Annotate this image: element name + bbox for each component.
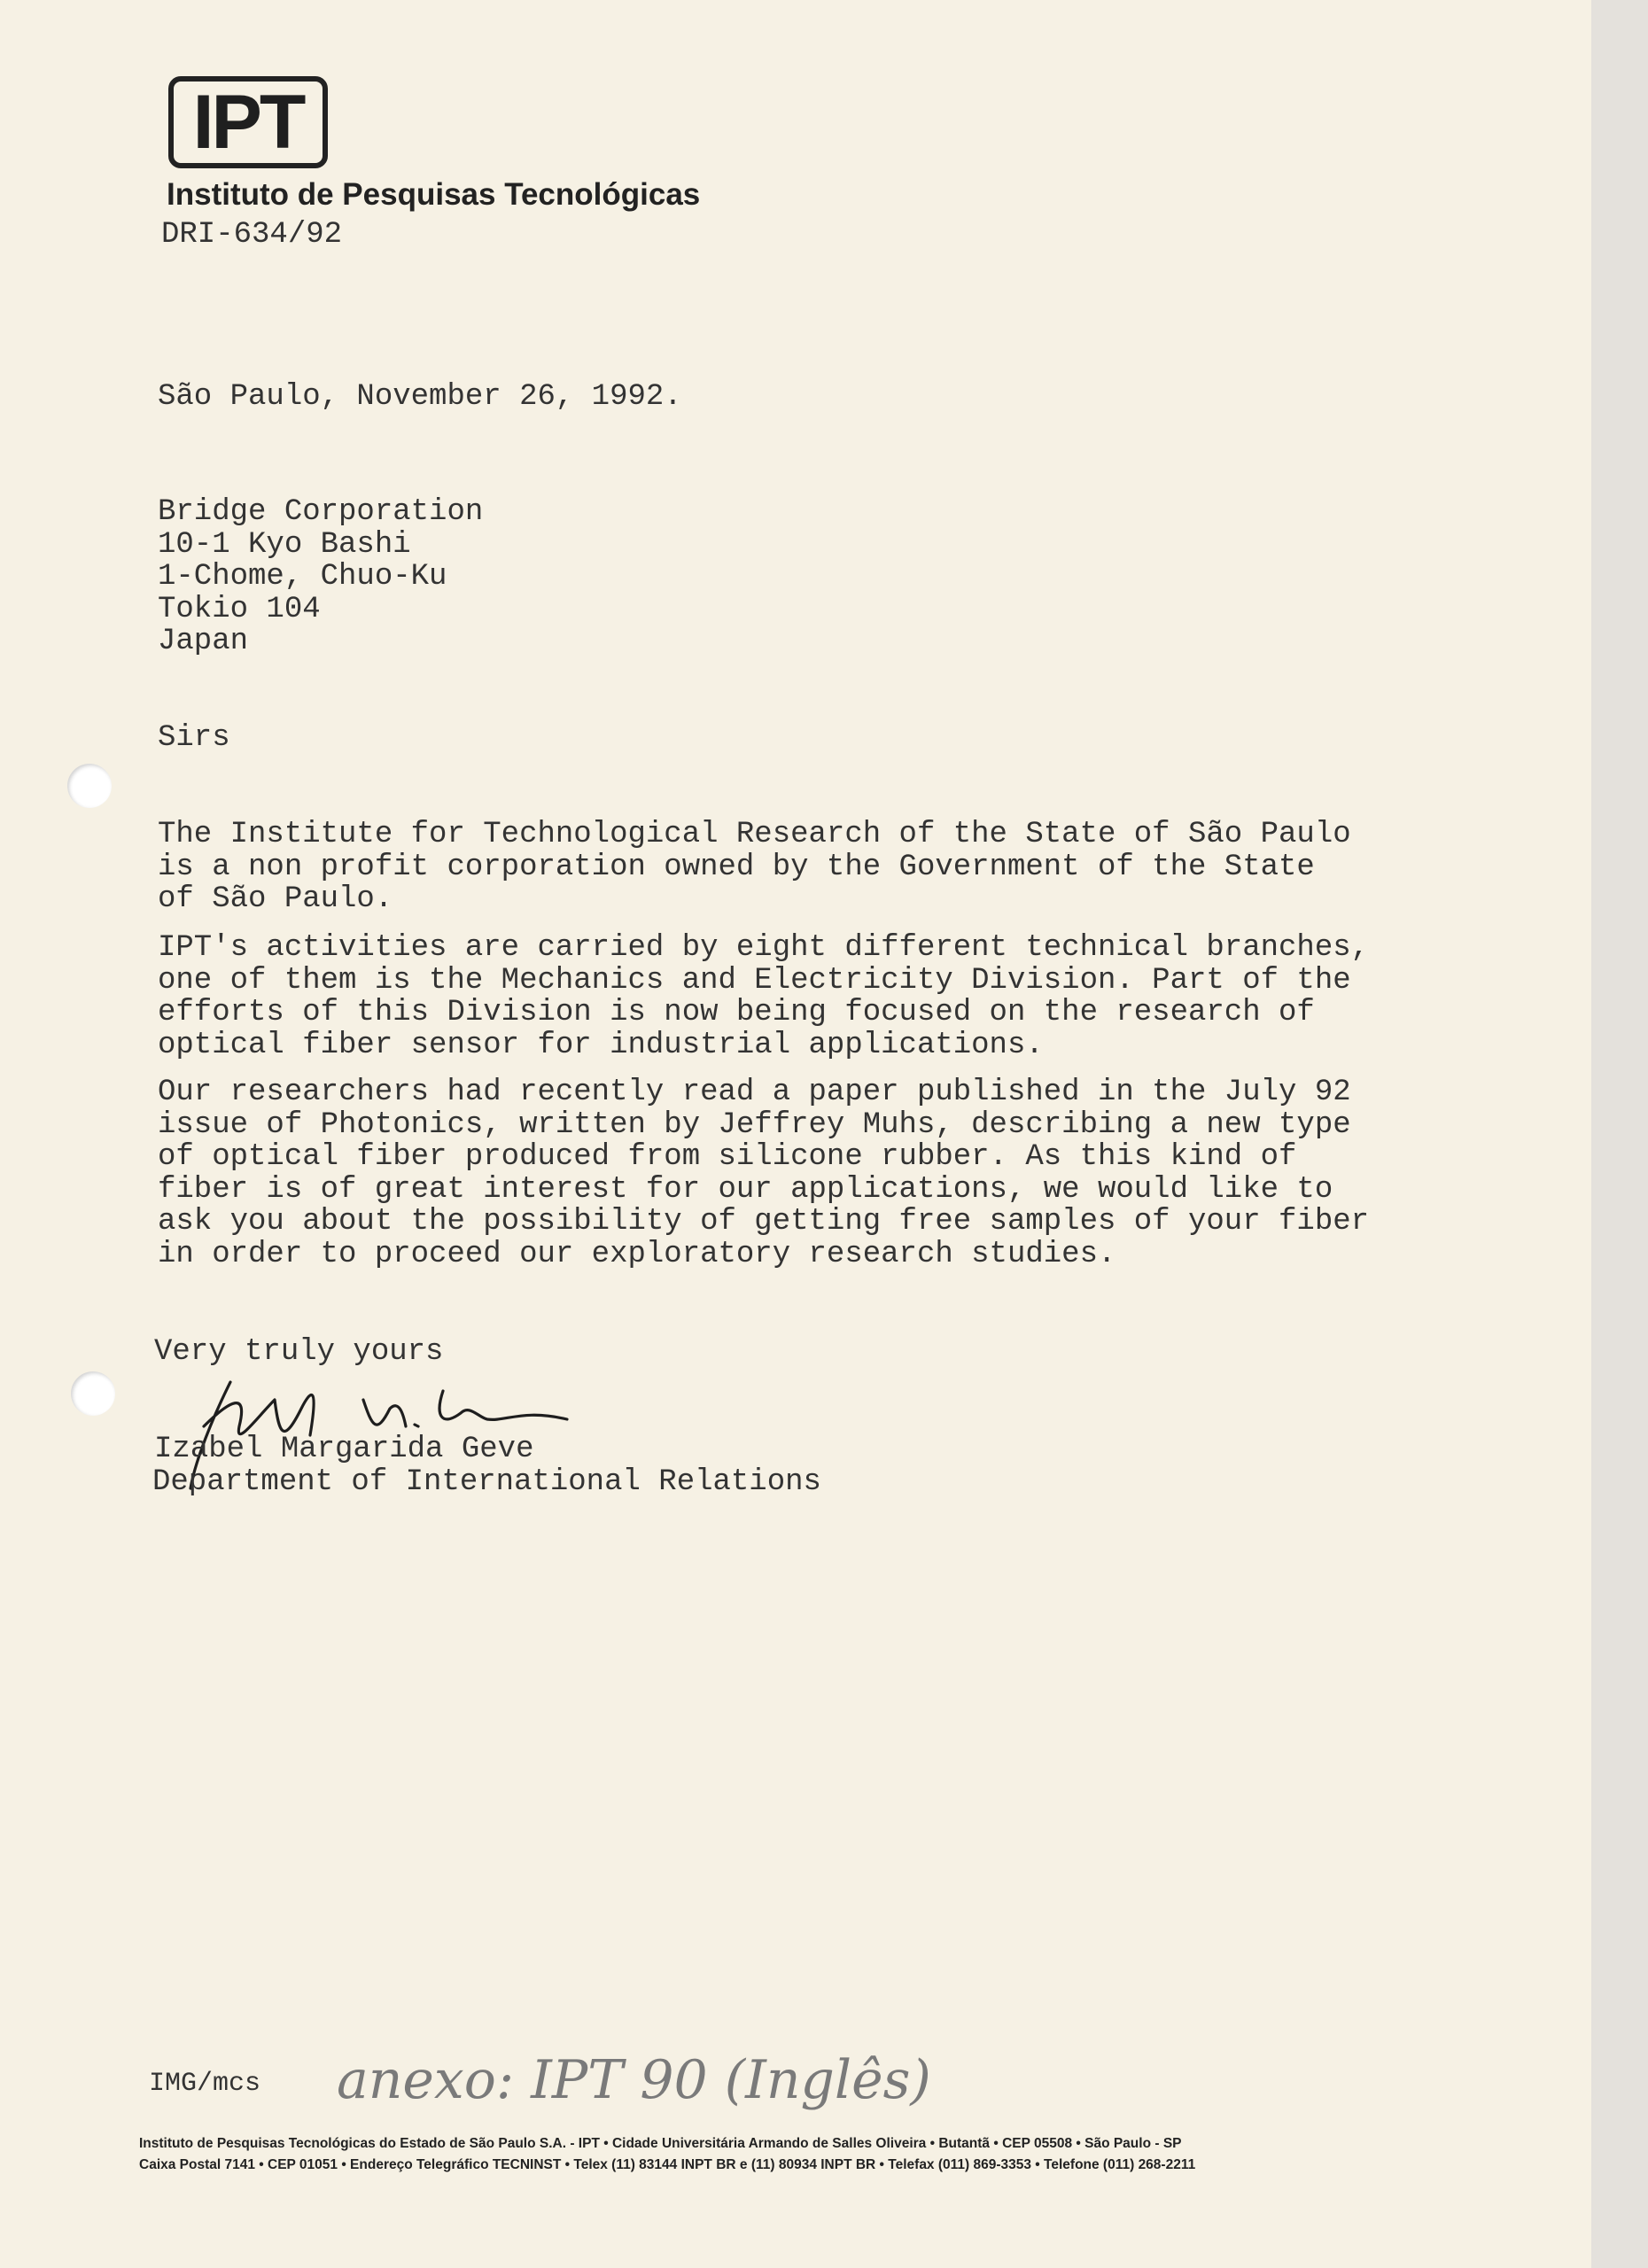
body-line: optical fiber sensor for industrial applications. xyxy=(158,1028,1044,1062)
handwritten-annotation xyxy=(337,2029,1099,2126)
closing: Very truly yours xyxy=(154,1335,444,1369)
body-line: ask you about the possibility of getting free samples of your fiber xyxy=(158,1205,1370,1239)
recipient-line: 1-Chome, Chuo-Ku xyxy=(158,560,447,594)
body-line: in order to proceed our exploratory research studies. xyxy=(158,1237,1116,1271)
body-line: efforts of this Division is now being focused on the research of xyxy=(158,996,1315,1029)
salutation: Sirs xyxy=(158,721,230,755)
recipient-line: 10-1 Kyo Bashi xyxy=(158,527,411,562)
recipient-line: Bridge Corporation xyxy=(158,495,484,529)
punch-hole-bottom xyxy=(71,1371,115,1416)
body-line: one of them is the Mechanics and Electricity Division. Part of the xyxy=(158,963,1351,998)
letter-date: São Paulo, November 26, 1992. xyxy=(158,380,682,414)
body-line: IPT's activities are carried by eight different technical branches, xyxy=(158,931,1370,965)
body-line: of São Paulo. xyxy=(158,882,393,916)
body-line: fiber is of great interest for our applications, we would like to xyxy=(158,1172,1333,1207)
ipt-logo xyxy=(168,76,328,168)
body-line: issue of Photonics, written by Jeffrey Muhs, describing a new type xyxy=(158,1107,1351,1142)
recipient-line: Japan xyxy=(158,625,249,658)
scan-edge xyxy=(1591,0,1648,2268)
typist-initials: IMG/mcs xyxy=(149,2069,261,2099)
body-line: of optical fiber produced from silicone rubber. As this kind of xyxy=(158,1140,1297,1174)
recipient-line: Tokio 104 xyxy=(158,592,321,626)
logo-text: IPT xyxy=(192,80,304,165)
footer-line-2: Caixa Postal 7141 • CEP 01051 • Endereço Telegráfico TECNINST • Telex (11) 83144 INPT BR e (11) 80934 INPT BR • Telefax (011) 869-3353 • Telefone (011) 268-2211 xyxy=(139,2157,1196,2172)
handwritten-note-text: anexo: IPT 90 (Inglês) xyxy=(337,2049,931,2111)
body-line: Our researchers had recently read a paper published in the July 92 xyxy=(158,1076,1351,1109)
body-line: The Institute for Technological Research of the State of São Paulo xyxy=(158,818,1351,851)
signatory-name: Izabel Margarida Geve xyxy=(154,1433,534,1466)
institute-name: Instituto de Pesquisas Tecnológicas xyxy=(167,177,701,212)
body-line: is a non profit corporation owned by the Government of the State xyxy=(158,850,1315,884)
punch-hole-top xyxy=(67,764,112,808)
reference-number: DRI-634/92 xyxy=(161,218,343,252)
footer-line-1: Instituto de Pesquisas Tecnológicas do Estado de São Paulo S.A. - IPT • Cidade Universitária Armando de Salles Oliveira • Butantã • CEP 05508 • São Paulo - SP xyxy=(139,2136,1182,2151)
signatory-department: Department of International Relations xyxy=(152,1465,821,1499)
